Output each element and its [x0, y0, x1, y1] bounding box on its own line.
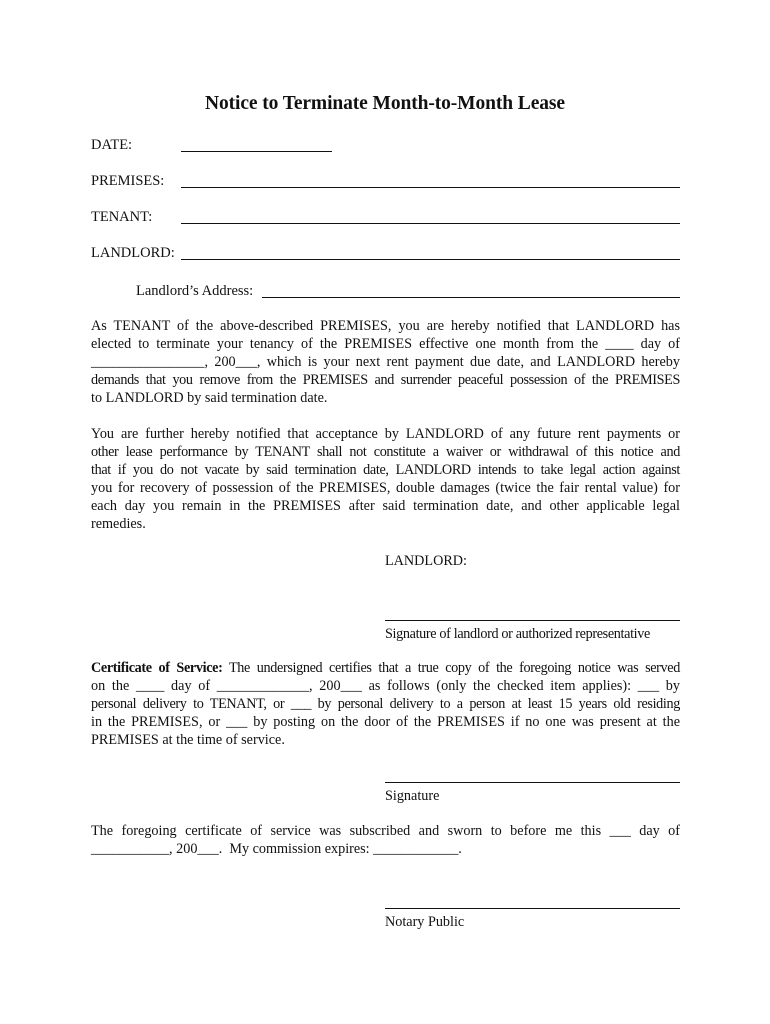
service-signature-caption: Signature — [385, 788, 440, 804]
premises-label: PREMISES: — [91, 173, 165, 189]
notice-line: As TENANT of the above-described PREMISES, you are hereby notified that LANDLORD has — [91, 318, 680, 334]
date-label: DATE: — [91, 137, 133, 153]
notice-line: demands that you remove from the PREMISES and surrender peaceful possession of the PREMISES — [91, 371, 680, 388]
waiver-line: remedies. — [91, 515, 146, 532]
certificate-line: in the PREMISES, or ___ by posting on the door of the PREMISES if no one was present at the — [91, 713, 680, 730]
notice-paragraph — [91, 318, 680, 408]
landlord-label: LANDLORD: — [91, 245, 175, 261]
certificate-heading: Certificate of Service: — [91, 660, 223, 676]
premises-blank-line — [181, 187, 680, 188]
notice-line: elected to terminate your tenancy of the PREMISES effective one month from the ____ day of — [91, 335, 680, 352]
waiver-line: that if you do not vacate by said termination date, LANDLORD intends to take legal action against — [91, 461, 680, 478]
document-title: Notice to Terminate Month-to-Month Lease — [205, 93, 565, 114]
certificate-of-service — [91, 660, 680, 750]
date-blank-line — [181, 151, 332, 152]
tenant-blank-line — [181, 223, 680, 224]
certificate-line: on the ____ day of _____________, 200___ as follows (only the checked item applies): ___ by — [91, 677, 680, 694]
landlord-signature-heading: LANDLORD: — [385, 553, 467, 569]
certificate-line-text: The undersigned certifies that a true copy of the foregoing notice was served — [222, 660, 680, 676]
notary-public-caption: Notary Public — [385, 914, 465, 930]
certificate-line: PREMISES at the time of service. — [91, 731, 285, 748]
landlord-signature-line — [385, 620, 680, 621]
tenant-label: TENANT: — [91, 209, 153, 225]
notary-signature-line — [385, 908, 680, 909]
certificate-line: personal delivery to TENANT, or ___ by personal delivery to a person at least 15 years old residing — [91, 695, 680, 712]
notice-line: ________________, 200___, which is your next rent payment due date, and LANDLORD hereby — [91, 353, 680, 370]
waiver-paragraph — [91, 426, 680, 533]
waiver-line: each day you remain in the PREMISES after said termination date, and other applicable legal — [91, 497, 680, 514]
waiver-line: other lease performance by TENANT shall not constitute a waiver or withdrawal of this notice and — [91, 443, 680, 460]
landlord-address-label: Landlord’s Address: — [136, 283, 254, 299]
waiver-line: You are further hereby notified that acceptance by LANDLORD of any future rent payments or — [91, 426, 680, 442]
certificate-line — [91, 660, 680, 678]
waiver-line: you for recovery of possession of the PREMISES, double damages (twice the fair rental value) for — [91, 479, 680, 496]
landlord-signature-caption: Signature of landlord or authorized representative — [385, 626, 650, 642]
landlord-address-blank-line — [262, 297, 680, 298]
notice-line: to LANDLORD by said termination date. — [91, 389, 328, 406]
notary-paragraph — [91, 823, 680, 859]
notary-line: The foregoing certificate of service was subscribed and sworn to before me this ___ day of — [91, 823, 680, 839]
notary-line: ___________, 200___. My commission expires: ____________. — [91, 840, 462, 857]
service-signature-line — [385, 782, 680, 783]
landlord-blank-line — [181, 259, 680, 260]
